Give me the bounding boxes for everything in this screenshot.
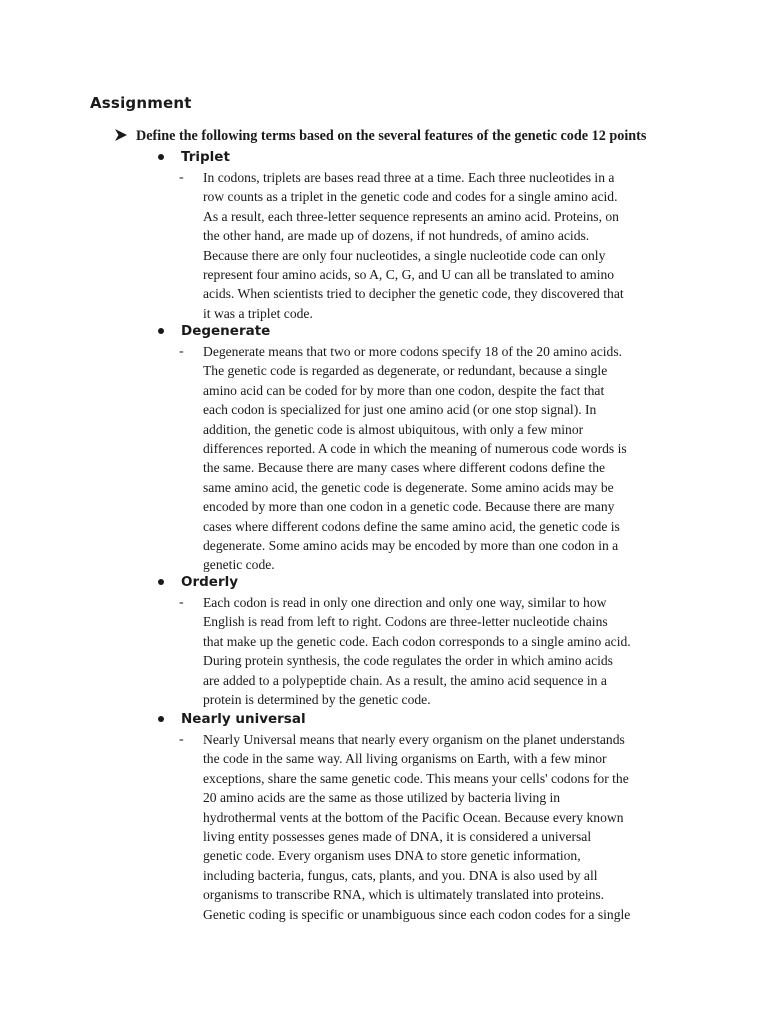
arrow-bullet-icon (114, 128, 128, 142)
bullet-dot-icon (158, 328, 164, 334)
definition-line: differences reported. A code in which the meaning of numerous code words is (203, 441, 627, 457)
term-title: Orderly (181, 574, 239, 590)
definition-line: organisms to transcribe RNA, which is ultimately translated into proteins. (203, 887, 605, 903)
definition-line: degenerate. Some amino acids may be encoded by more than one codon in a (203, 538, 619, 554)
definition-line: Each codon is read in only one direction and only one way, similar to how (203, 595, 607, 610)
definition-line: represent four amino acids, so A, C, G, and U can all be translated to amino (203, 267, 615, 283)
bullet-dot-icon (158, 579, 164, 585)
definition-line: Nearly Universal means that nearly every organism on the planet understands (203, 732, 625, 747)
definition-line: are added to a polypeptide chain. As a result, the amino acid sequence in a (203, 672, 607, 688)
definition-line: the code in the same way. All living organisms on Earth, with a few minor (203, 751, 607, 767)
dash-marker: - (179, 344, 184, 359)
definition-line: row counts as a triplet in the genetic code and codes for a single amino acid. (203, 189, 618, 205)
term-definition (203, 342, 693, 575)
definition-line: The genetic code is regarded as degenerate, or redundant, because a single (203, 363, 608, 379)
definition-line: same amino acid, the genetic code is degenerate. Some amino acids may be (203, 479, 614, 495)
definition-line: that make up the genetic code. Each codon corresponds to a single amino acid. (203, 633, 631, 649)
definition-line: the same. Because there are many cases where different codons define the (203, 460, 606, 476)
definition-line: Degenerate means that two or more codons specify 18 of the 20 amino acids. (203, 344, 623, 359)
definition-line: As a result, each three-letter sequence represents an amino acid. Proteins, on (203, 208, 619, 224)
definition-line: the other hand, are made up of dozens, if not hundreds, of amino acids. (203, 228, 590, 244)
definition-line: encoded by more than one codon in a genetic code. Because there are many (203, 499, 615, 515)
term-title: Triplet (181, 149, 230, 165)
definition-line: In codons, triplets are bases read three at a time. Each three nucleotides in a (203, 170, 615, 185)
definition-line: Because there are only four nucleotides, a single nucleotide code can only (203, 247, 606, 263)
dash-marker: - (179, 595, 184, 610)
definition-line: exceptions, share the same genetic code. This means your cells' codons for the (203, 770, 629, 786)
bullet-dot-icon (158, 716, 164, 722)
page-title: Assignment (90, 94, 192, 112)
definition-line: During protein synthesis, the code regulates the order in which amino acids (203, 653, 613, 669)
term-definition (203, 168, 693, 323)
definition-line: cases where different codons define the same amino acid, the genetic code is (203, 518, 620, 534)
dash-marker: - (179, 732, 184, 747)
term-title: Degenerate (181, 323, 271, 339)
definition-line: amino acid can be coded for by more than one codon, despite the fact that (203, 382, 605, 398)
instruction-text: Define the following terms based on the several features of the genetic code 12 points (136, 128, 647, 144)
definition-line: protein is determined by the genetic code. (203, 692, 431, 708)
definition-line: living entity possesses genes made of DNA, it is considered a universal (203, 829, 592, 845)
definition-line: hydrothermal vents at the bottom of the Pacific Ocean. Because every known (203, 809, 624, 825)
definition-line: genetic code. Every organism uses DNA to store genetic information, (203, 848, 581, 864)
definition-line: including bacteria, fungus, cats, plants, and you. DNA is also used by all (203, 867, 598, 883)
term-definition (203, 593, 693, 709)
definition-line: acids. When scientists tried to decipher the genetic code, they discovered that (203, 286, 624, 302)
definition-line: each codon is specialized for just one amino acid (or one stop signal). In (203, 402, 597, 418)
definition-line: genetic code. (203, 557, 275, 573)
bullet-dot-icon (158, 154, 164, 160)
definition-line: 20 amino acids are the same as those utilized by bacteria living in (203, 790, 561, 806)
term-definition (203, 730, 693, 924)
dash-marker: - (179, 170, 184, 185)
term-title: Nearly universal (181, 711, 306, 727)
definition-line: Genetic coding is specific or unambiguous since each codon codes for a single (203, 906, 631, 922)
definition-line: it was a triplet code. (203, 305, 313, 321)
definition-line: addition, the genetic code is almost ubiquitous, with only a few minor (203, 421, 584, 437)
definition-line: English is read from left to right. Codons are three-letter nucleotide chains (203, 614, 608, 630)
